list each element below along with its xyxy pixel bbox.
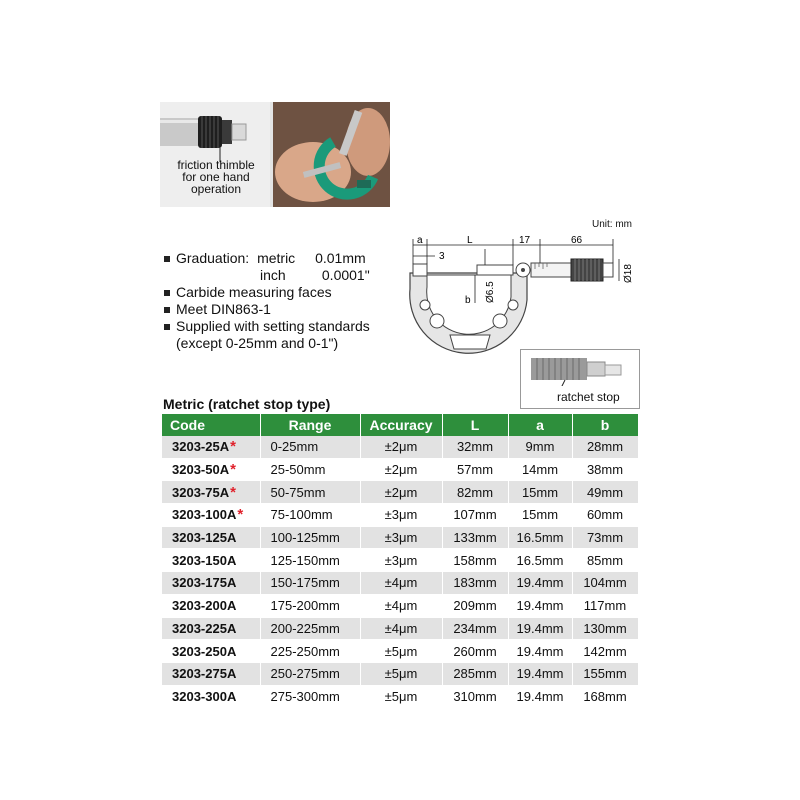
cell-b: 155mm — [572, 662, 638, 685]
dim-label-66: 66 — [571, 235, 583, 246]
cell-L: 260mm — [442, 640, 508, 663]
table-row — [162, 481, 638, 504]
cell-L: 133mm — [442, 526, 508, 549]
caption-line: for one hand — [182, 170, 250, 184]
cell-code — [162, 594, 260, 617]
cell-code — [162, 685, 260, 708]
table-row — [162, 617, 638, 640]
cell-b: 85mm — [572, 549, 638, 572]
cell-accuracy: ±4μm — [360, 572, 442, 595]
unit-label: Unit: mm — [592, 219, 632, 230]
cell-accuracy: ±3μm — [360, 526, 442, 549]
table-row — [162, 504, 638, 527]
cell-b: 130mm — [572, 617, 638, 640]
column-header-code: Code — [162, 414, 260, 436]
cell-L: 310mm — [442, 685, 508, 708]
cell-range: 225-250mm — [260, 640, 360, 663]
cell-a: 19.4mm — [508, 662, 572, 685]
feature-text: Meet DIN863-1 — [176, 301, 271, 317]
cell-a: 16.5mm — [508, 526, 572, 549]
cell-code — [162, 617, 260, 640]
cell-range: 275-300mm — [260, 685, 360, 708]
cell-range: 200-225mm — [260, 617, 360, 640]
cell-accuracy: ±3μm — [360, 504, 442, 527]
cell-a: 19.4mm — [508, 640, 572, 663]
graduation-inch-label: inch — [260, 267, 286, 283]
cell-a: 19.4mm — [508, 617, 572, 640]
table-row — [162, 549, 638, 572]
code-text: 3203-125A — [172, 530, 237, 546]
bullet-icon — [164, 307, 170, 313]
cell-L: 32mm — [442, 436, 508, 458]
bullet-icon — [164, 256, 170, 262]
feature-item-note — [163, 335, 370, 352]
feature-item-graduation — [163, 250, 370, 267]
code-text: 3203-75A — [172, 484, 230, 500]
code-text: 3203-150A — [172, 552, 237, 568]
cell-range: 125-150mm — [260, 549, 360, 572]
cell-accuracy: ±5μm — [360, 685, 442, 708]
column-header-accuracy: Accuracy — [360, 414, 442, 436]
cell-code — [162, 436, 260, 458]
cell-b: 38mm — [572, 458, 638, 481]
cell-range: 150-175mm — [260, 572, 360, 595]
cell-L: 82mm — [442, 481, 508, 504]
cell-code — [162, 504, 260, 527]
cell-range: 100-125mm — [260, 526, 360, 549]
cell-code — [162, 662, 260, 685]
column-header-L: L — [442, 414, 508, 436]
feature-text: Carbide measuring faces — [176, 284, 332, 300]
dim-label-17: 17 — [519, 235, 531, 246]
cell-accuracy: ±5μm — [360, 640, 442, 663]
cell-accuracy: ±4μm — [360, 594, 442, 617]
dim-label-L: L — [467, 235, 473, 246]
caption-line: friction thimble — [177, 158, 255, 172]
product-photo-panel — [160, 102, 390, 207]
star-marker: * — [230, 461, 236, 479]
star-marker: * — [230, 483, 236, 501]
friction-thimble-photo — [160, 102, 270, 207]
cell-L: 285mm — [442, 662, 508, 685]
dim-label-3: 3 — [439, 251, 445, 262]
cell-range: 0-25mm — [260, 436, 360, 458]
code-text: 3203-25A — [172, 439, 230, 455]
table-title: Metric (ratchet stop type) — [163, 396, 331, 412]
feature-list — [163, 250, 370, 352]
ratchet-stop-illustration — [521, 350, 639, 386]
ratchet-stop-inset — [520, 349, 640, 409]
table-row — [162, 594, 638, 617]
graduation-inch-value: 0.0001" — [321, 267, 370, 283]
cell-accuracy: ±3μm — [360, 549, 442, 572]
code-text: 3203-100A — [172, 507, 237, 523]
cell-accuracy: ±4μm — [360, 617, 442, 640]
code-text: 3203-300A — [172, 688, 237, 704]
cell-a: 14mm — [508, 458, 572, 481]
hand-operation-illustration — [273, 102, 390, 207]
graduation-metric-value: 0.01mm — [315, 250, 366, 266]
column-header-b: b — [572, 414, 638, 436]
cell-b: 49mm — [572, 481, 638, 504]
cell-b: 168mm — [572, 685, 638, 708]
code-text: 3203-225A — [172, 620, 237, 636]
friction-thimble-caption — [164, 159, 268, 195]
cell-L: 234mm — [442, 617, 508, 640]
dim-label-d65: Ø6.5 — [485, 281, 496, 303]
ratchet-stop-label: ratchet stop — [557, 390, 620, 404]
cell-accuracy: ±2μm — [360, 481, 442, 504]
feature-text: Supplied with setting standards — [176, 318, 370, 334]
dim-label-d18: Ø18 — [623, 264, 634, 283]
table-row — [162, 662, 638, 685]
cell-a: 16.5mm — [508, 549, 572, 572]
cell-a: 19.4mm — [508, 594, 572, 617]
star-marker: * — [230, 438, 236, 456]
bullet-icon — [164, 324, 170, 330]
feature-text: (except 0-25mm and 0-1") — [176, 335, 339, 351]
table-row — [162, 436, 638, 458]
cell-L: 57mm — [442, 458, 508, 481]
table-row — [162, 685, 638, 708]
cell-code — [162, 458, 260, 481]
feature-item-graduation-inch — [163, 267, 370, 284]
cell-L: 209mm — [442, 594, 508, 617]
table-row — [162, 572, 638, 595]
feature-item — [163, 301, 370, 318]
graduation-label: Graduation: — [176, 250, 250, 266]
cell-a: 9mm — [508, 436, 572, 458]
cell-L: 158mm — [442, 549, 508, 572]
spec-table — [162, 414, 639, 708]
table-row — [162, 526, 638, 549]
cell-code — [162, 549, 260, 572]
dim-label-a: a — [417, 235, 423, 246]
cell-code — [162, 640, 260, 663]
table-row — [162, 640, 638, 663]
feature-item — [163, 318, 370, 335]
code-text: 3203-175A — [172, 575, 237, 591]
cell-a: 15mm — [508, 481, 572, 504]
cell-L: 183mm — [442, 572, 508, 595]
cell-accuracy: ±2μm — [360, 458, 442, 481]
cell-a: 19.4mm — [508, 572, 572, 595]
caption-line: operation — [190, 182, 242, 196]
cell-range: 50-75mm — [260, 481, 360, 504]
cell-code — [162, 526, 260, 549]
dim-label-b: b — [465, 295, 471, 306]
column-header-a: a — [508, 414, 572, 436]
micrometer-drawing — [395, 225, 640, 355]
graduation-metric-label: metric — [257, 250, 296, 266]
cell-range: 250-275mm — [260, 662, 360, 685]
table-header-row — [162, 414, 638, 436]
code-text: 3203-275A — [172, 666, 237, 682]
code-text: 3203-50A — [172, 462, 230, 478]
cell-b: 104mm — [572, 572, 638, 595]
cell-range: 175-200mm — [260, 594, 360, 617]
hand-operation-photo — [273, 102, 390, 207]
code-text: 3203-200A — [172, 598, 237, 614]
cell-b: 60mm — [572, 504, 638, 527]
cell-accuracy: ±2μm — [360, 436, 442, 458]
cell-a: 15mm — [508, 504, 572, 527]
column-header-range: Range — [260, 414, 360, 436]
cell-range: 75-100mm — [260, 504, 360, 527]
cell-b: 142mm — [572, 640, 638, 663]
table-row — [162, 458, 638, 481]
cell-a: 19.4mm — [508, 685, 572, 708]
code-text: 3203-250A — [172, 643, 237, 659]
cell-L: 107mm — [442, 504, 508, 527]
cell-b: 117mm — [572, 594, 638, 617]
star-marker: * — [237, 506, 244, 524]
bullet-icon — [164, 290, 170, 296]
cell-b: 28mm — [572, 436, 638, 458]
cell-b: 73mm — [572, 526, 638, 549]
cell-code — [162, 572, 260, 595]
feature-item — [163, 284, 370, 301]
cell-code — [162, 481, 260, 504]
table-body — [162, 436, 638, 708]
cell-range: 25-50mm — [260, 458, 360, 481]
cell-accuracy: ±5μm — [360, 662, 442, 685]
